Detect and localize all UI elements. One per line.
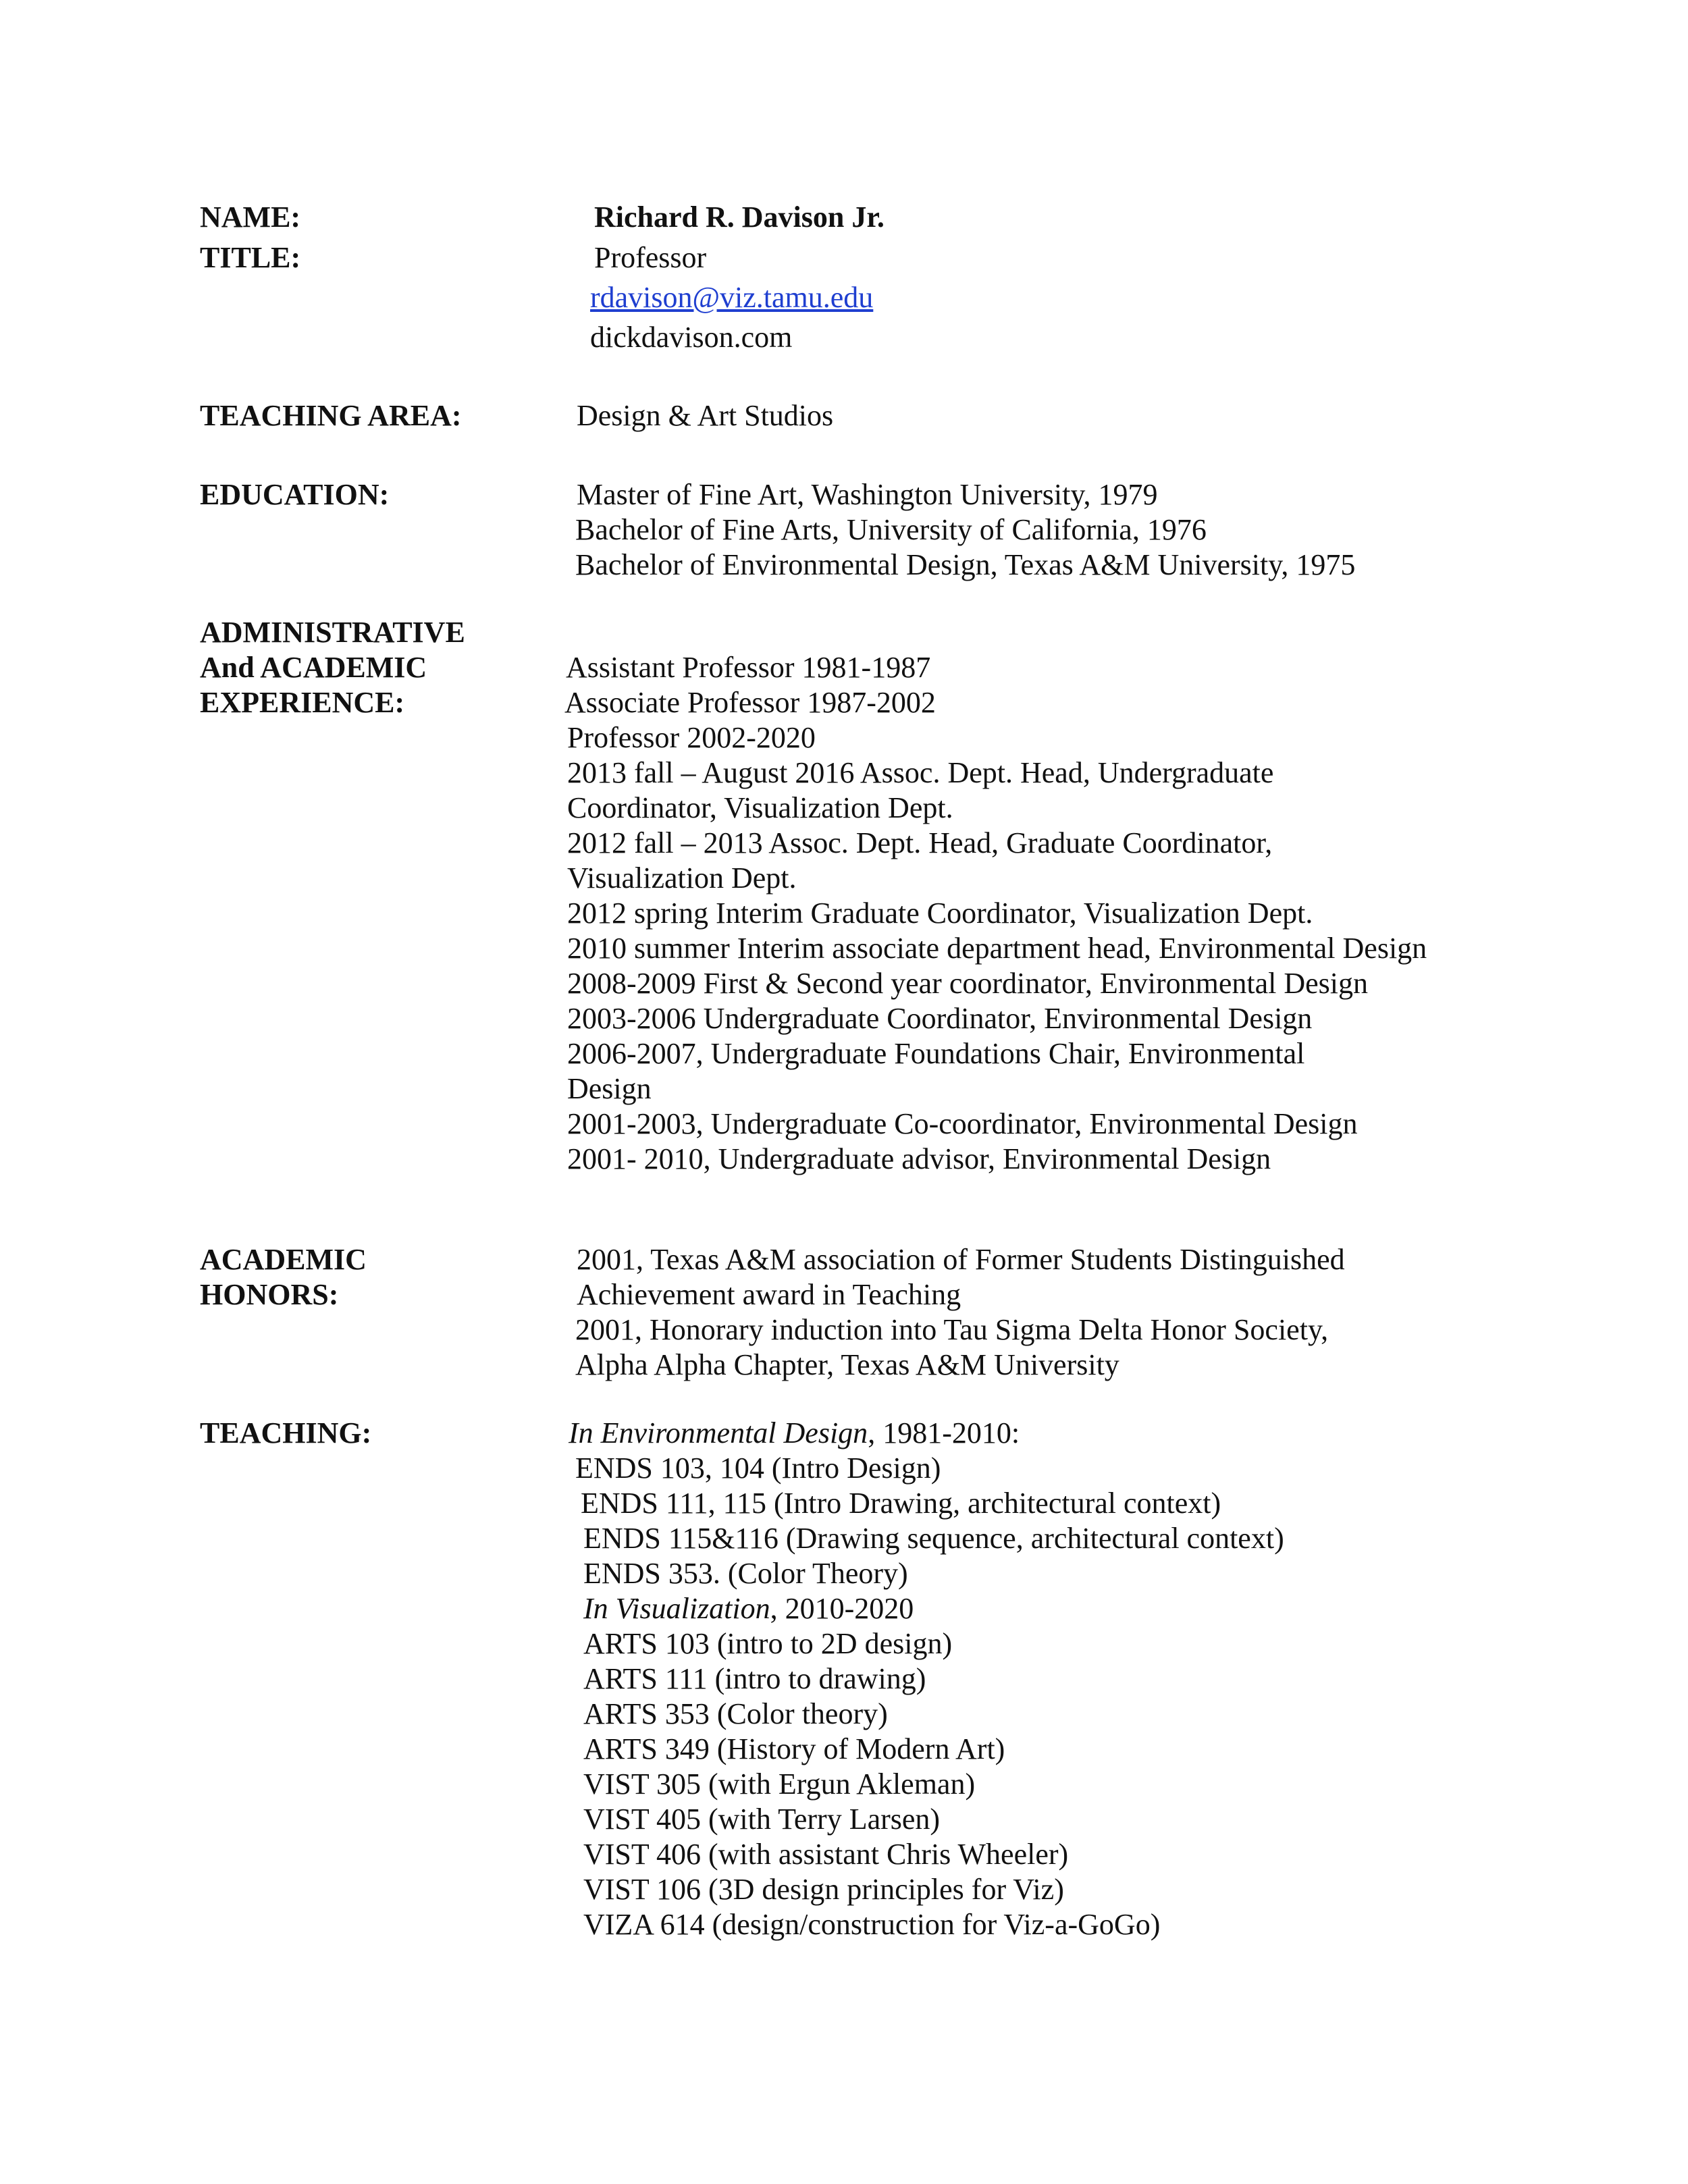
education-item: Master of Fine Art, Washington University, 1979 — [577, 478, 1158, 511]
person-title: Professor — [594, 241, 707, 274]
course-item: ENDS 353. (Color Theory) — [583, 1557, 908, 1590]
experience-line: Associate Professor 1987-2002 — [564, 686, 936, 719]
education-item: Bachelor of Environmental Design, Texas A&M University, 1975 — [575, 548, 1356, 581]
course-item: VIST 106 (3D design principles for Viz) — [583, 1873, 1064, 1906]
teaching-env-title: In Environmental Design — [569, 1416, 868, 1449]
experience-line: Coordinator, Visualization Dept. — [567, 791, 953, 824]
course-item: ENDS 115&116 (Drawing sequence, architectural context) — [583, 1522, 1284, 1555]
experience-line: 2008-2009 First & Second year coordinator, Environmental Design — [567, 967, 1369, 1000]
honors-line: Alpha Alpha Chapter, Texas A&M University — [575, 1348, 1119, 1381]
course-item: VIST 305 (with Ergun Akleman) — [583, 1767, 976, 1801]
course-item: ARTS 353 (Color theory) — [583, 1697, 888, 1730]
course-item: ARTS 103 (intro to 2D design) — [583, 1627, 953, 1660]
experience-line: 2013 fall – August 2016 Assoc. Dept. Head, Undergraduate — [567, 756, 1274, 789]
label-teaching: TEACHING: — [200, 1416, 372, 1449]
website-text: dickdavison.com — [590, 321, 793, 354]
label-education: EDUCATION: — [200, 478, 390, 511]
label-name: NAME: — [200, 201, 301, 234]
course-item: ENDS 103, 104 (Intro Design) — [575, 1451, 941, 1485]
experience-line: 2010 summer Interim associate department head, Environmental Design — [567, 932, 1427, 965]
label-academic: ACADEMIC — [200, 1243, 367, 1276]
teaching-viz-heading — [583, 1591, 914, 1626]
course-item: ARTS 349 (History of Modern Art) — [583, 1732, 1005, 1765]
teaching-viz-title: In Visualization — [583, 1592, 770, 1625]
teaching-env-heading — [569, 1416, 1020, 1451]
honors-line: 2001, Texas A&M association of Former Students Distinguished — [577, 1243, 1345, 1276]
course-item: VIZA 614 (design/construction for Viz-a-GoGo) — [583, 1908, 1161, 1941]
experience-line: 2001-2003, Undergraduate Co-coordinator, Environmental Design — [567, 1107, 1358, 1140]
experience-line: 2003-2006 Undergraduate Coordinator, Environmental Design — [567, 1002, 1313, 1035]
label-experience: EXPERIENCE: — [200, 686, 405, 719]
experience-line: 2012 fall – 2013 Assoc. Dept. Head, Graduate Coordinator, — [567, 826, 1273, 859]
experience-line: Assistant Professor 1981-1987 — [566, 651, 931, 684]
email-link[interactable]: rdavison@viz.tamu.edu — [590, 281, 874, 314]
experience-line: 2006-2007, Undergraduate Foundations Chair, Environmental — [567, 1037, 1305, 1070]
label-title: TITLE: — [200, 241, 301, 274]
label-and-academic: And ACADEMIC — [200, 651, 427, 684]
course-item: ARTS 111 (intro to drawing) — [583, 1662, 926, 1695]
experience-line: 2012 spring Interim Graduate Coordinator, Visualization Dept. — [567, 897, 1313, 930]
experience-line: Professor 2002-2020 — [567, 721, 816, 754]
experience-line: Design — [567, 1072, 652, 1105]
course-item: VIST 405 (with Terry Larsen) — [583, 1803, 941, 1836]
teaching-area-value: Design & Art Studios — [577, 399, 834, 432]
course-item: ENDS 111, 115 (Intro Drawing, architectural context) — [581, 1487, 1221, 1520]
label-honors: HONORS: — [200, 1278, 339, 1311]
teaching-env-years: , 1981-2010: — [868, 1416, 1020, 1449]
label-administrative: ADMINISTRATIVE — [200, 616, 465, 649]
person-name: Richard R. Davison Jr. — [594, 201, 885, 234]
label-teaching-area: TEACHING AREA: — [200, 399, 462, 432]
education-item: Bachelor of Fine Arts, University of California, 1976 — [575, 513, 1207, 546]
honors-line: Achievement award in Teaching — [577, 1278, 961, 1311]
course-item: VIST 406 (with assistant Chris Wheeler) — [583, 1838, 1069, 1871]
experience-line: Visualization Dept. — [567, 861, 797, 895]
experience-line: 2001- 2010, Undergraduate advisor, Environmental Design — [567, 1142, 1271, 1175]
honors-line: 2001, Honorary induction into Tau Sigma Delta Honor Society, — [575, 1313, 1329, 1346]
teaching-viz-years: , 2010-2020 — [770, 1592, 914, 1625]
